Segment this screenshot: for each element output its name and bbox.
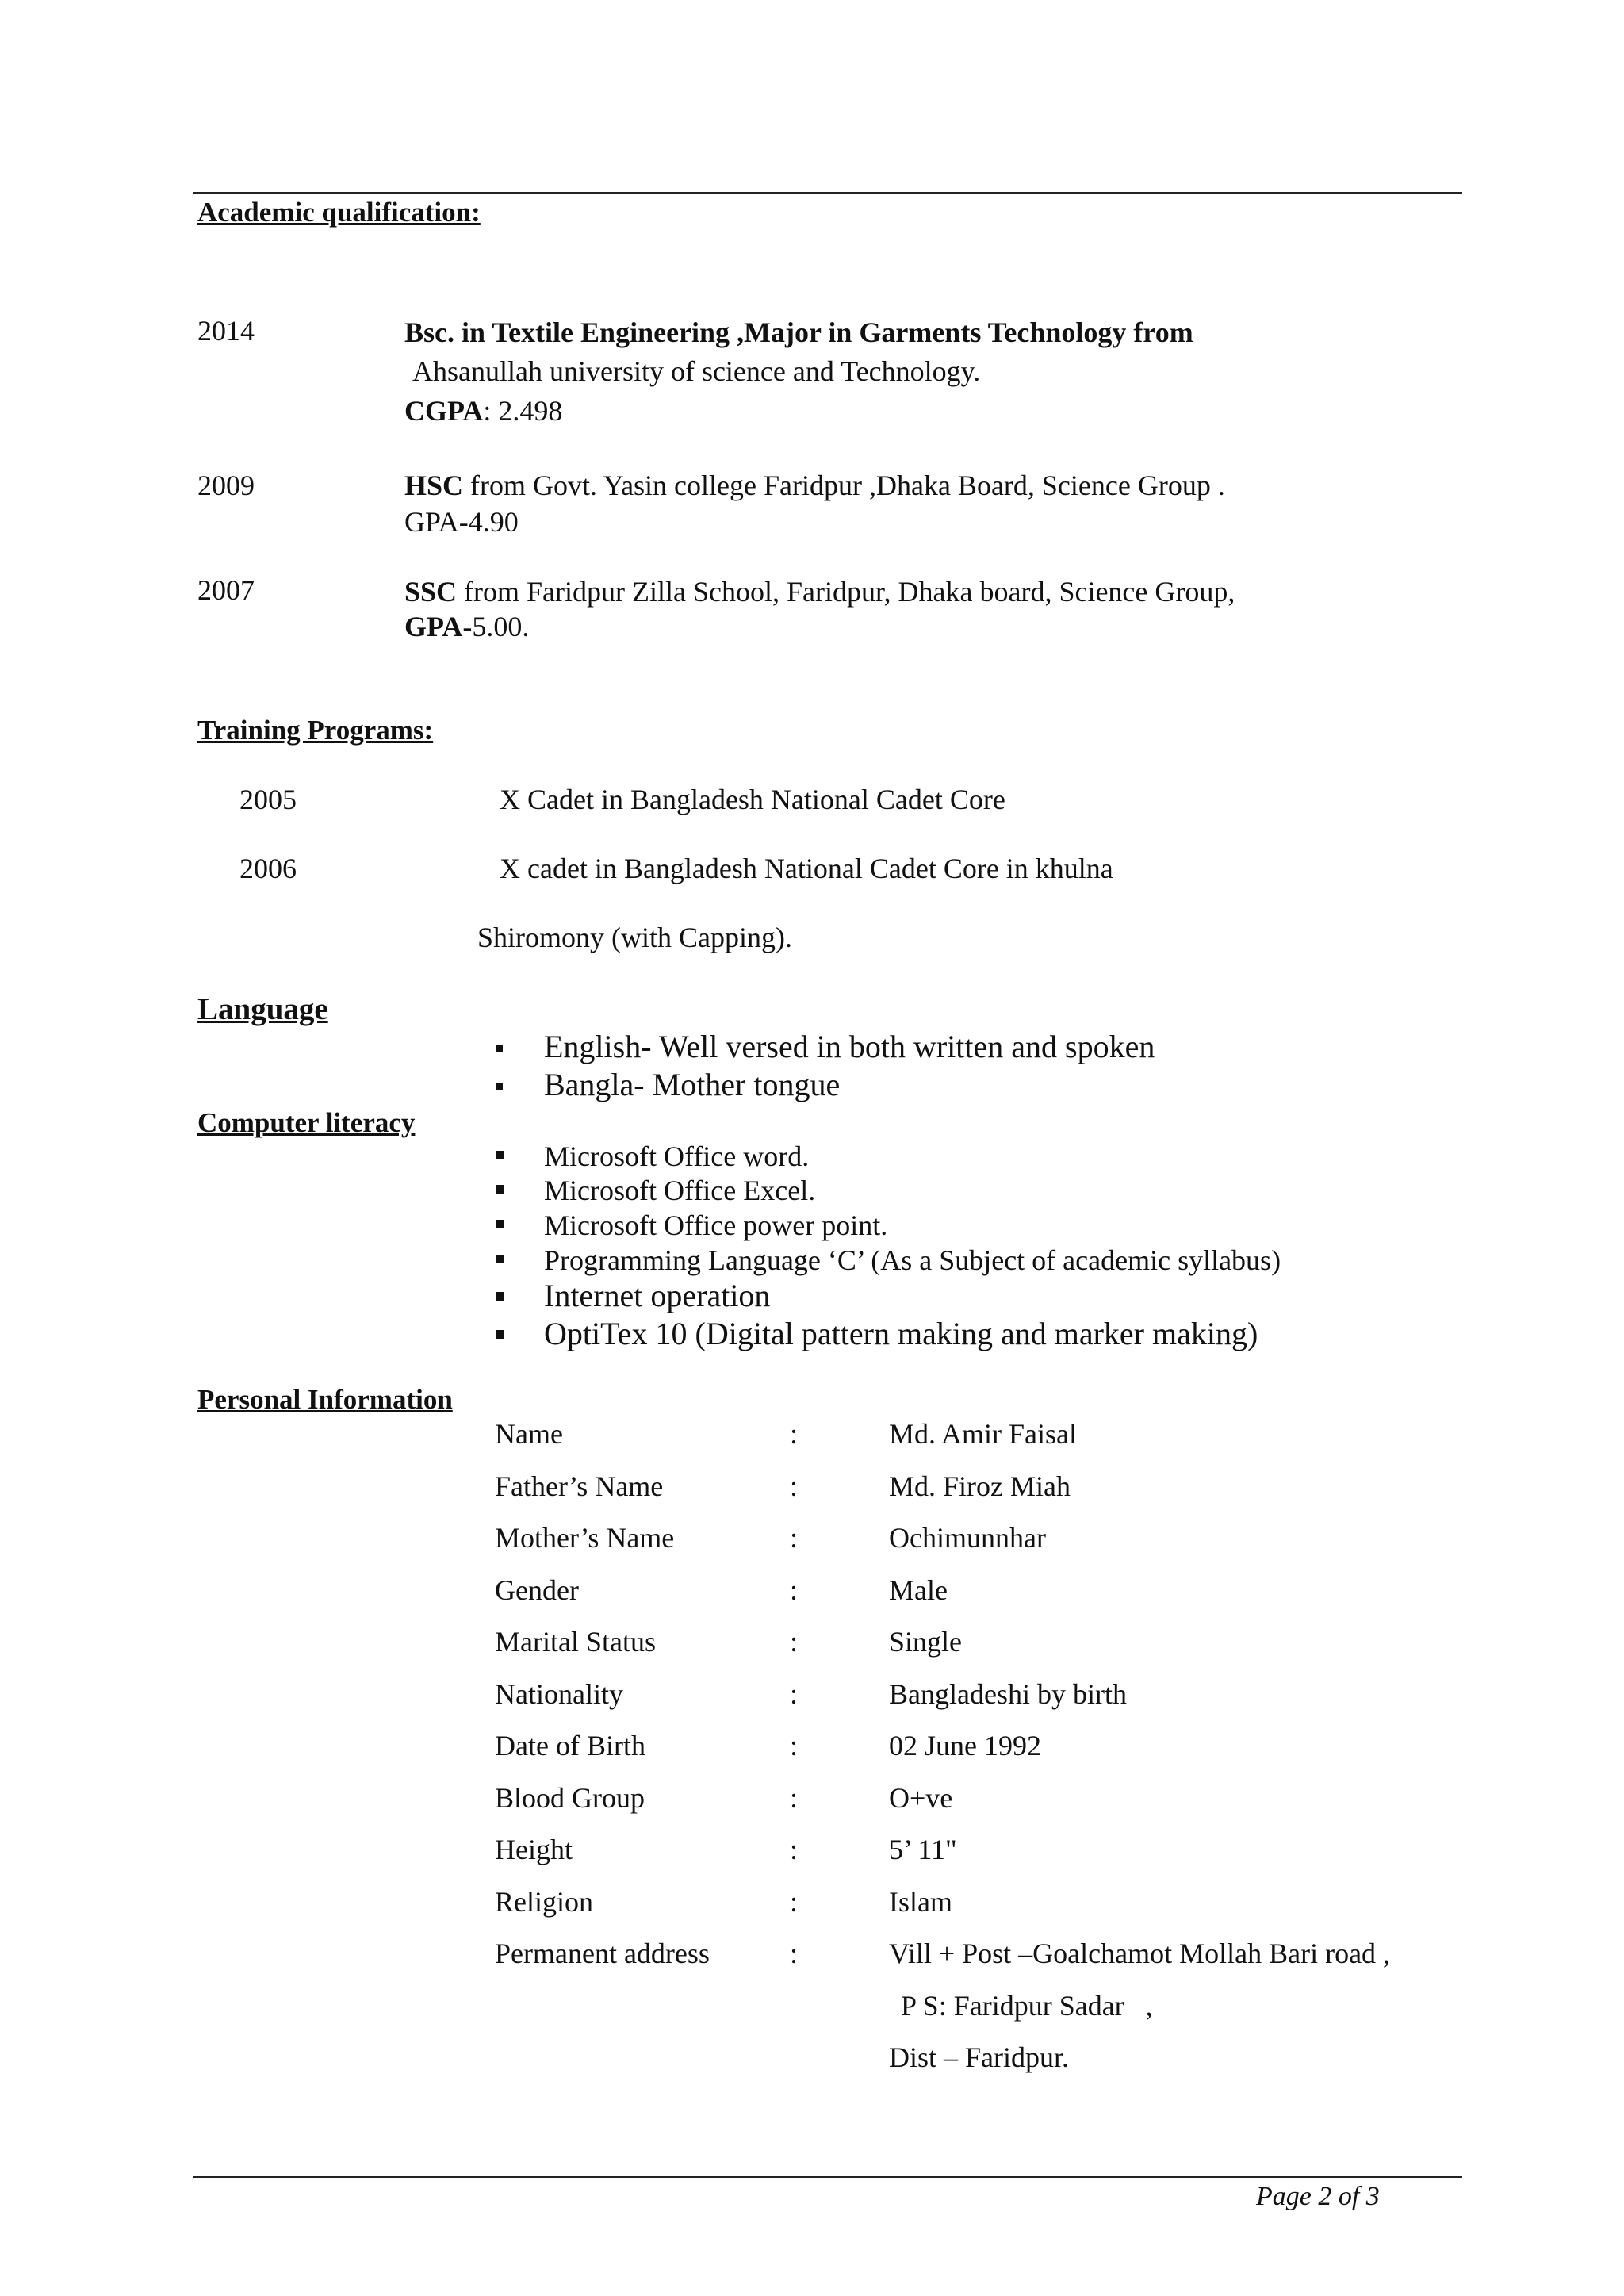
training-continuation: Shiromony (with Capping).	[477, 922, 792, 953]
computer-item-powerpoint: Microsoft Office power point.	[544, 1209, 888, 1241]
academic-hsc: HSC from Govt. Yasin college Faridpur ,Dhaka Board, Science Group .	[404, 470, 1225, 501]
personal-separator: :	[790, 1886, 799, 1918]
computer-item-internet: Internet operation	[544, 1278, 771, 1313]
personal-separator: :	[790, 1834, 799, 1865]
personal-label: Religion	[495, 1886, 593, 1918]
personal-value: 02 June 1992	[889, 1730, 1041, 1761]
personal-separator: :	[790, 1730, 799, 1761]
personal-value: 5’ 11"	[889, 1834, 957, 1865]
personal-label: Permanent address	[495, 1938, 710, 1969]
personal-label: Marital Status	[495, 1626, 656, 1658]
academic-year-2014: 2014	[197, 315, 255, 347]
page-number: Page 2 of 3	[1256, 2182, 1380, 2211]
personal-value: Md. Firoz Miah	[889, 1470, 1071, 1502]
bullet-icon	[496, 1255, 504, 1263]
address-line-3: Dist – Faridpur.	[889, 2041, 1070, 2073]
bullet-icon	[496, 1330, 504, 1339]
personal-label: Nationality	[495, 1678, 623, 1710]
academic-institution: Ahsanullah university of science and Technology.	[412, 355, 981, 387]
personal-separator: :	[790, 1418, 799, 1450]
personal-value: Male	[889, 1574, 948, 1606]
personal-separator: :	[790, 1938, 799, 1969]
language-item-bangla: Bangla- Mother tongue	[544, 1067, 841, 1102]
training-item-2006: X cadet in Bangladesh National Cadet Core in khulna	[500, 853, 1113, 884]
bullet-icon	[496, 1151, 504, 1159]
academic-degree-title: Bsc. in Textile Engineering ,Major in Garments Technology from	[404, 316, 1193, 348]
academic-cgpa: CGPA: 2.498	[404, 395, 563, 427]
academic-ssc-gpa: GPA-5.00.	[404, 611, 530, 642]
bullet-icon	[496, 1185, 504, 1194]
personal-separator: :	[790, 1678, 799, 1710]
computer-item-c: Programming Language ‘C’ (As a Subject of academic syllabus)	[544, 1244, 1281, 1276]
personal-label: Height	[495, 1834, 573, 1865]
academic-heading: Academic qualification:	[197, 197, 481, 228]
language-item-english: English- Well versed in both written and spoken	[544, 1029, 1155, 1064]
personal-heading: Personal Information	[197, 1384, 453, 1415]
academic-year-2009: 2009	[197, 470, 255, 501]
personal-value: Islam	[889, 1886, 952, 1918]
computer-item-word: Microsoft Office word.	[544, 1140, 810, 1172]
language-heading: Language	[197, 992, 328, 1026]
personal-value: Single	[889, 1626, 963, 1658]
computer-heading: Computer literacy	[197, 1107, 416, 1138]
academic-ssc: SSC from Faridpur Zilla School, Faridpur, Dhaka board, Science Group,	[404, 576, 1235, 608]
training-item-2005: X Cadet in Bangladesh National Cadet Core	[500, 784, 1005, 815]
personal-separator: :	[790, 1626, 799, 1658]
personal-separator: :	[790, 1782, 799, 1814]
personal-value: O+ve	[889, 1782, 953, 1814]
computer-item-excel: Microsoft Office Excel.	[544, 1175, 816, 1206]
academic-year-2007: 2007	[197, 574, 255, 606]
top-rule	[193, 192, 1462, 194]
bullet-icon	[496, 1292, 504, 1301]
training-year-2006: 2006	[239, 853, 297, 884]
personal-value: Ochimunnhar	[889, 1522, 1046, 1554]
personal-label: Gender	[495, 1574, 579, 1606]
personal-label: Date of Birth	[495, 1730, 645, 1761]
bullet-icon	[496, 1220, 504, 1228]
training-heading: Training Programs:	[197, 715, 434, 746]
bullet-icon	[496, 1083, 503, 1090]
address-line-2: P S: Faridpur Sadar ,	[901, 1990, 1153, 2022]
academic-hsc-gpa: GPA-4.90	[404, 506, 519, 538]
training-year-2005: 2005	[239, 784, 297, 815]
personal-label: Blood Group	[495, 1782, 645, 1814]
personal-label: Mother’s Name	[495, 1522, 675, 1554]
personal-value: Bangladeshi by birth	[889, 1678, 1127, 1710]
bottom-rule	[193, 2176, 1462, 2178]
personal-separator: :	[790, 1522, 799, 1554]
personal-label: Father’s Name	[495, 1470, 664, 1502]
bullet-icon	[496, 1045, 503, 1052]
personal-value: Md. Amir Faisal	[889, 1418, 1078, 1450]
personal-separator: :	[790, 1574, 799, 1606]
computer-item-optitex: OptiTex 10 (Digital pattern making and marker making)	[544, 1316, 1258, 1351]
personal-separator: :	[790, 1470, 799, 1502]
personal-value: Vill + Post –Goalchamot Mollah Bari road ,	[889, 1938, 1391, 1969]
personal-label: Name	[495, 1418, 563, 1450]
